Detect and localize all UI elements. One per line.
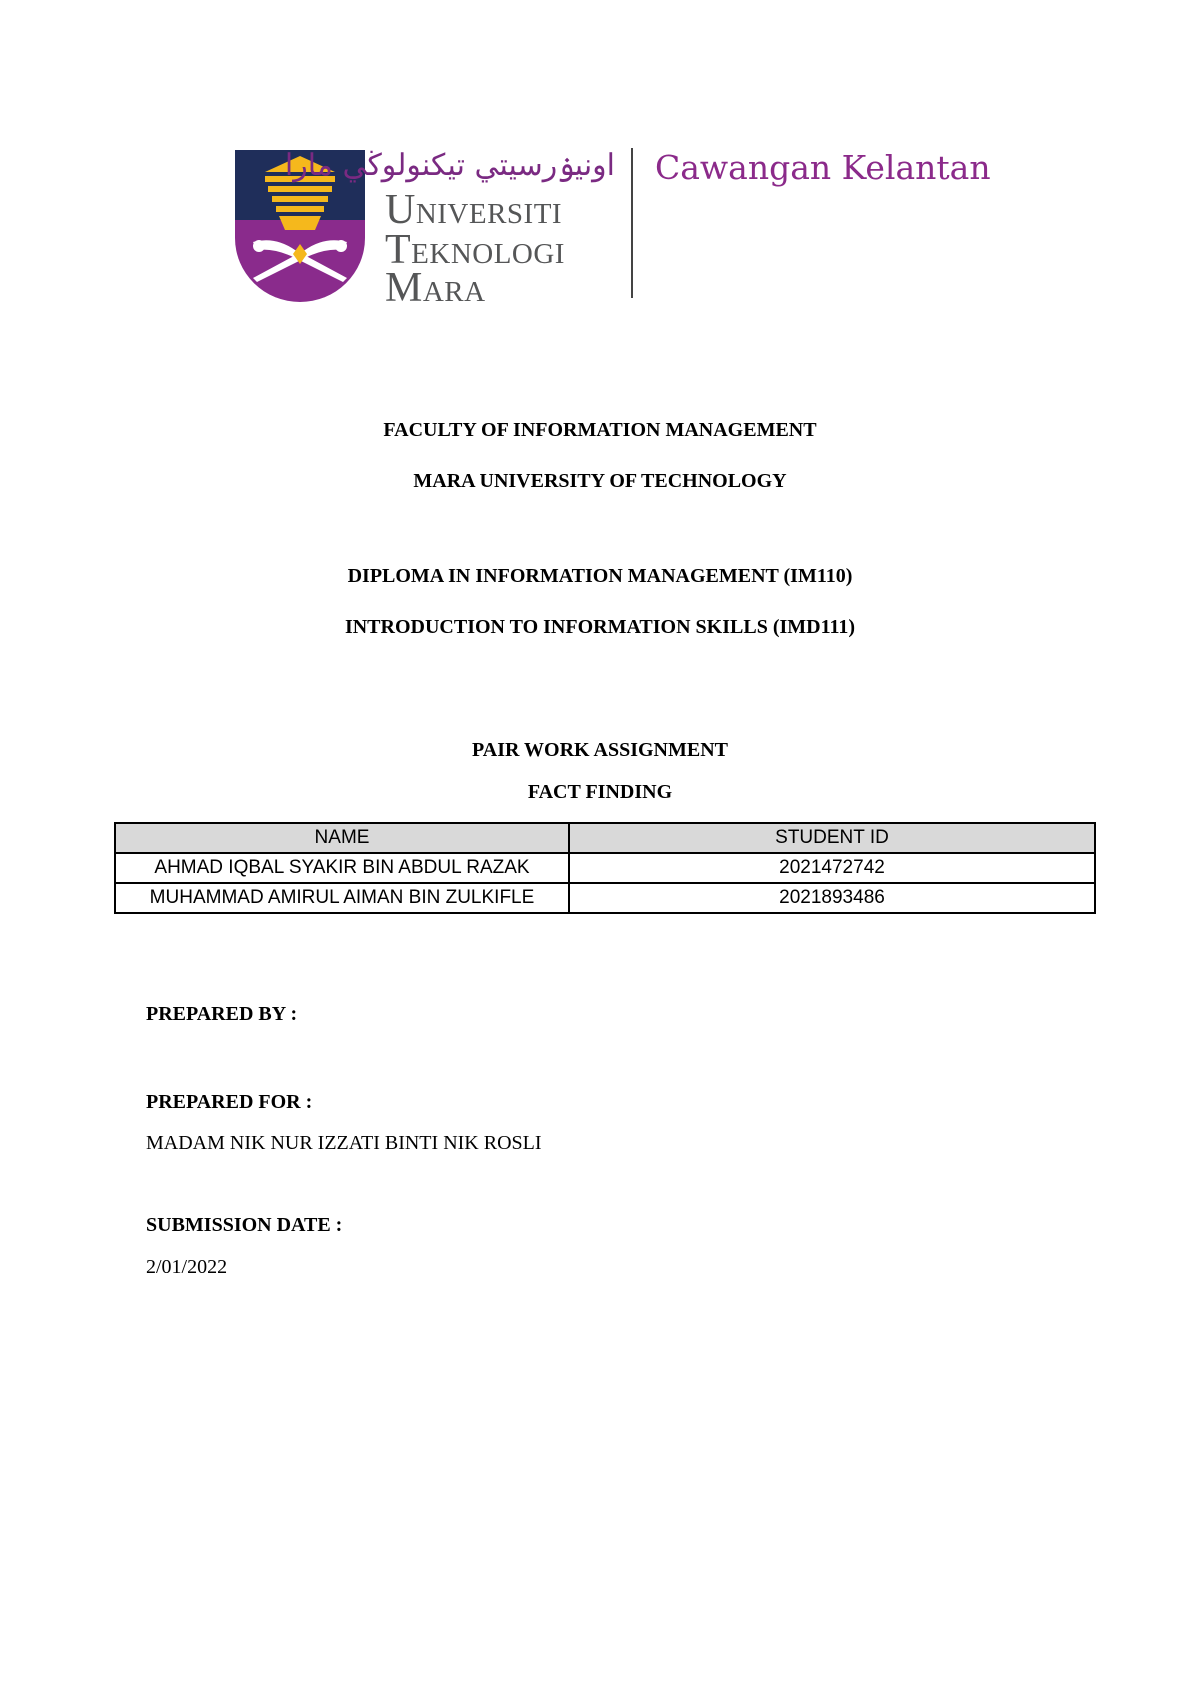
group-member-table: [114, 822, 1096, 914]
faculty-heading: FACULTY OF INFORMATION MANAGEMENT: [383, 419, 817, 441]
campus-name: Cawangan Kelantan: [655, 148, 991, 187]
university-heading: MARA UNIVERSITY OF TECHNOLOGY: [413, 470, 787, 492]
course-heading: INTRODUCTION TO INFORMATION SKILLS (IMD111): [344, 616, 856, 638]
logo-divider: [631, 148, 633, 298]
table-header-row: [115, 823, 1095, 853]
logo-wordmark-line: Mara: [385, 265, 486, 311]
student-id-cell: 2021893486: [569, 883, 1095, 913]
submission-date-value: 2/01/2022: [146, 1256, 228, 1278]
member-name-cell: MUHAMMAD AMIRUL AIMAN BIN ZULKIFLE: [115, 883, 569, 913]
assignment-type-heading: PAIR WORK ASSIGNMENT: [472, 739, 728, 761]
logo-wordmark-line: Teknologi: [385, 227, 565, 273]
name-column-header: NAME: [115, 823, 569, 853]
programme-heading: DIPLOMA IN INFORMATION MANAGEMENT (IM110): [347, 565, 853, 587]
prepared-for-value: MADAM NIK NUR IZZATI BINTI NIK ROSLI: [146, 1132, 542, 1154]
uitm-logo: [235, 148, 995, 311]
student-id-column-header: STUDENT ID: [569, 823, 1095, 853]
prepared-for-label: PREPARED FOR :: [146, 1091, 313, 1113]
table-row: [115, 853, 1095, 883]
table-row: [115, 883, 1095, 913]
prepared-by-label: PREPARED BY :: [146, 1003, 298, 1025]
member-name-cell: AHMAD IQBAL SYAKIR BIN ABDUL RAZAK: [115, 853, 569, 883]
student-id-cell: 2021472742: [569, 853, 1095, 883]
logo-wordmark-line: Universiti: [385, 187, 563, 233]
submission-date-label: SUBMISSION DATE :: [146, 1214, 343, 1236]
logo-jawi-script: اونيۏرسيتي تيکنولوڬي مارا: [284, 148, 615, 183]
assignment-title-heading: FACT FINDING: [527, 781, 673, 803]
